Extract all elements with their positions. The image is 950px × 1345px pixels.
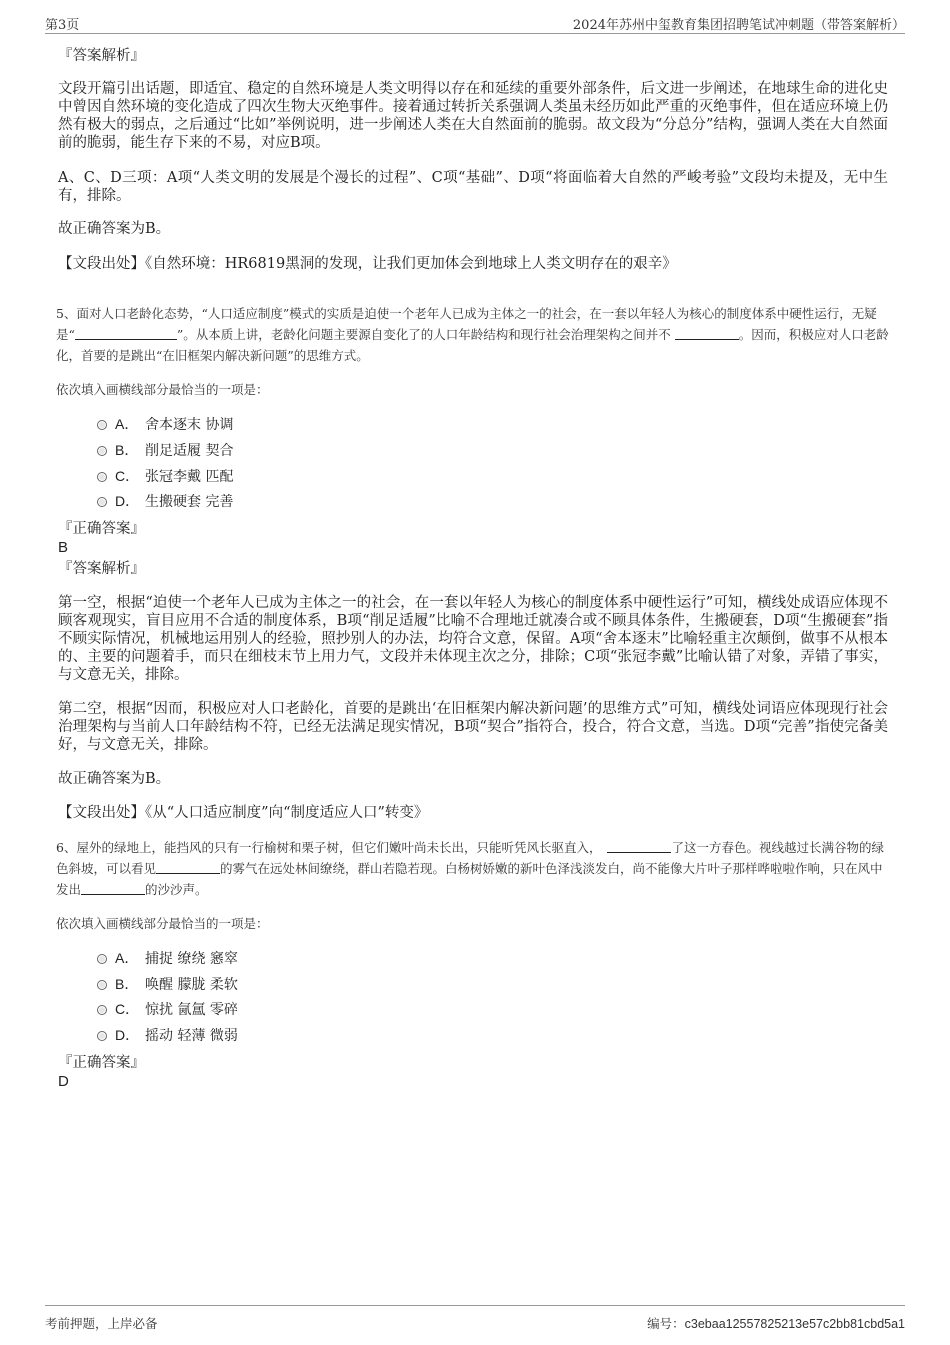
q4-analysis-conclusion: 故正确答案为B。 [58,221,171,237]
option-letter: C． [115,1001,140,1017]
q6-blank-3 [81,881,145,895]
option-letter: B． [115,442,139,458]
page-number: 第3页 [45,18,80,33]
q5-stem [56,303,894,366]
q6-stem-part-4: 的沙沙声。 [145,882,208,897]
q5-analysis-paragraph-2: 第二空，根据“因而，积极应对人口老龄化，首要的是跳出‘在旧框架内解决新问题’的思维方式”可知，横线处词语应体现现行社会治理架构与当前人口年龄结构不符，已经无法满足现实情况，B项“契合”指符合，投合，符合文意，当选。D项“完善”指使完备美好，与文意无关，排除。 [58,701,888,753]
q6-stem [56,837,894,900]
q6-stem-part-1: 6、屋外的绿地上，能挡风的只有一行榆树和栗子树，但它们嫩叶尚未长出，只能听凭风长驱直入， [56,840,602,855]
q6-correct-label: 『正确答案』 [58,1055,145,1071]
q5-stem-part-1: 5、面对人口老龄化态势，“人口适应制度”模式的实质是迫使一个老年人已成为主体之一的社会，在一套以年轻人为核心的制度体系中硬性运行，无疑是“ [56,306,877,342]
q5-passage-source: 【文段出处】《从“人口适应制度”向“制度适应人口”转变》 [58,805,429,821]
option-text: 摇动 轻薄 微弱 [145,1028,238,1044]
q4-analysis-label: 『答案解析』 [58,48,145,64]
option-text: 张冠李戴 匹配 [145,469,234,485]
option-text: 唤醒 朦胧 柔软 [145,977,238,993]
q5-blank-2 [675,326,739,340]
option-text: 惊扰 氤氲 零碎 [145,1002,238,1018]
q6-stem-part-3: 的雾气在远处林间缭绕，群山若隐若现。白杨树娇嫩的新叶色泽浅淡发白，尚不能像大片叶子那样哗啦啦作响，只在风中发出 [56,861,883,897]
document-code-value: c3ebaa12557825213e57c2bb81cbd5a1 [684,1317,905,1331]
document-code [647,1314,905,1332]
option-letter: C． [115,468,140,484]
q5-analysis-label: 『答案解析』 [58,561,145,577]
q6-stem-part-2: 了这一方春色。视线越过长满谷物的绿色斜坡，可以看见 [56,840,884,876]
q4-passage-source: 【文段出处】《自然环境：HR6819黑洞的发现，让我们更加体会到地球上人类文明存在的艰辛》 [58,256,677,272]
q5-correct-label: 『正确答案』 [58,521,145,537]
option-text: 生搬硬套 完善 [145,494,234,510]
q6-blank-1 [607,839,671,853]
q5-analysis-paragraph-1: 第一空，根据“迫使一个老年人已成为主体之一的社会，在一套以年轻人为核心的制度体系中硬性运行”可知，横线处成语应体现不顾客观现实，盲目应用不合适的制度体系，B项“削足适履”比喻不合理地迁就凑合或不顾具体条件，生搬硬套，D项“生搬硬套”指不顾实际情况，机械地运用别人的经验，照抄别人的办法，均符合文意，保留。A项“舍本逐末”比喻轻重主次颠倒，做事不从根本的、主要的问题着手，而只在细枝末节上用力气，文段并未体现主次之分，排除；C项“张冠李戴”比喻认错了对象，弄错了事实，与文意无关，排除。 [58,595,888,683]
option-letter: B． [115,976,139,992]
footer-slogan: 考前押题，上岸必备 [45,1316,158,1331]
q5-option-b-radio[interactable] [97,446,107,456]
page-header [45,12,905,34]
q4-analysis-paragraph-2: A、C、D三项：A项“人类文明的发展是个漫长的过程”、C项“基础”、D项“将面临着大自然的严峻考验”文段均未提及，无中生有，排除。 [58,170,888,204]
q6-blank-2 [156,860,220,874]
option-text: 舍本逐末 协调 [145,417,234,433]
option-letter: D． [115,493,140,509]
option-letter: D． [115,1027,140,1043]
q5-correct-answer: B [58,539,69,556]
q5-option-c-radio[interactable] [97,472,107,482]
document-code-label: 编号： [647,1316,685,1331]
option-text: 削足适履 契合 [145,443,234,459]
q5-instruction: 依次填入画横线部分最恰当的一项是： [56,382,269,397]
q6-instruction: 依次填入画横线部分最恰当的一项是： [56,916,269,931]
option-letter: A． [115,950,139,966]
q6-option-d-radio[interactable] [97,1031,107,1041]
page-footer [45,1305,905,1333]
q4-analysis-paragraph-1: 文段开篇引出话题，即适宜、稳定的自然环境是人类文明得以存在和延续的重要外部条件，后文进一步阐述，在地球生命的进化史中曾因自然环境的变化造成了四次生物大灭绝事件。接着通过转折关系强调人类虽未经历如此严重的灭绝事件，但在适应环境上仍然有极大的弱点，之后通过“比如”举例说明，进一步阐述人类在大自然面前的脆弱。故文段为“分总分”结构，强调人类在大自然面前的脆弱，能生存下来的不易，对应B项。 [58,81,888,151]
q5-option-a-radio[interactable] [97,420,107,430]
q5-analysis-conclusion: 故正确答案为B。 [58,771,171,787]
document-title: 2024年苏州中玺教育集团招聘笔试冲刺题（带答案解析） [572,18,905,33]
q5-blank-1 [75,326,177,340]
q6-option-c-radio[interactable] [97,1005,107,1015]
q6-option-a-radio[interactable] [97,954,107,964]
option-text: 捕捉 缭绕 窸窣 [145,951,238,967]
q6-option-b-radio[interactable] [97,980,107,990]
q5-stem-part-3: 。因而，积极应对人口老龄化，首要的是跳出“在旧框架内解决新问题”的思维方式。 [56,327,889,363]
q5-stem-part-2: ”。从本质上讲，老龄化问题主要源自变化了的人口年龄结构和现行社会治理架构之间并不 [176,327,671,342]
q5-option-d-radio[interactable] [97,497,107,507]
q6-correct-answer: D [58,1073,69,1090]
option-letter: A． [115,416,139,432]
